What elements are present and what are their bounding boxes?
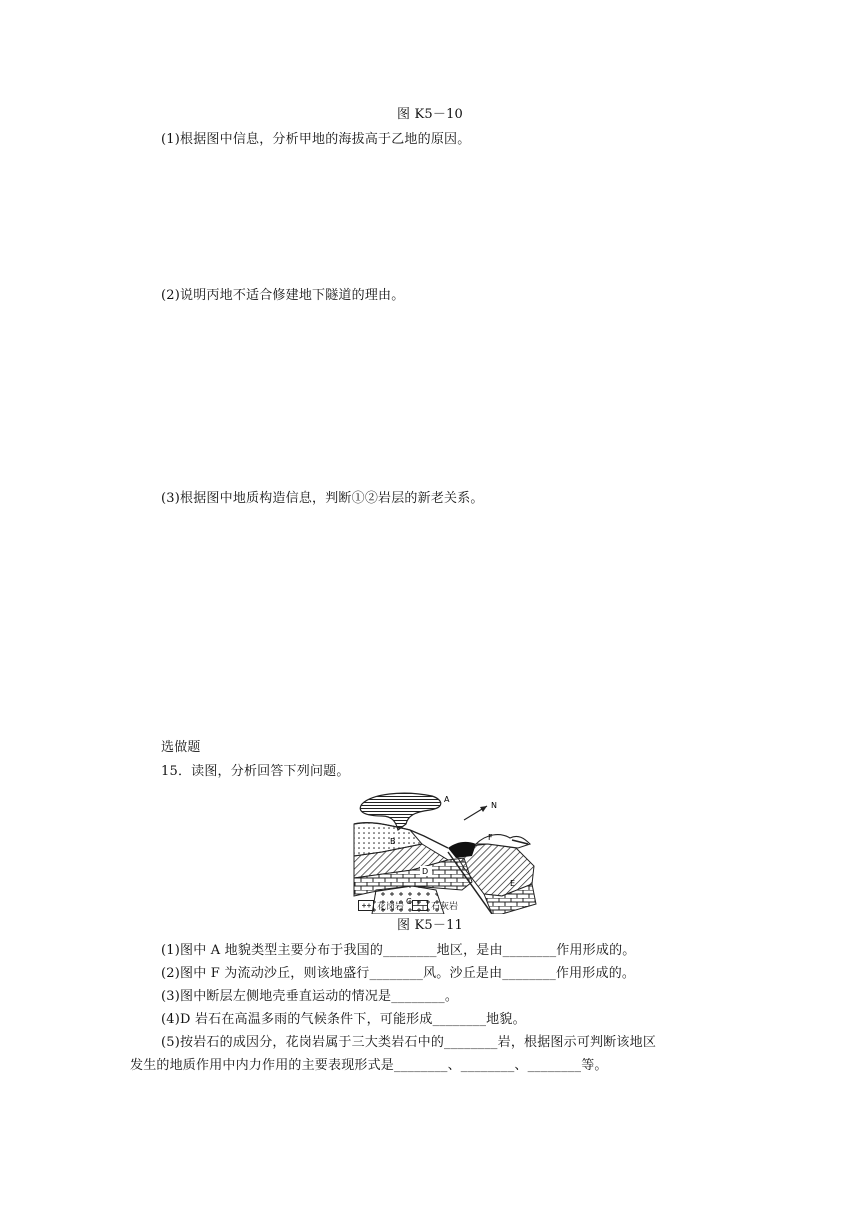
label-d: D: [422, 867, 429, 876]
label-c: C: [406, 897, 412, 906]
question-2: (2)说明丙地不适合修建地下隧道的理由。: [161, 288, 405, 303]
granite-legend-swatch: [358, 900, 374, 911]
label-e: E: [510, 879, 516, 888]
question-15-intro: 15．读图，分析回答下列问题。: [161, 764, 350, 779]
figure-legend: [358, 899, 458, 911]
label-f: F: [488, 833, 493, 842]
label-b: B: [390, 837, 396, 846]
question-1: (1)根据图中信息，分析甲地的海拔高于乙地的原因。: [161, 132, 471, 147]
geological-cross-section-figure: [352, 786, 540, 914]
limestone-legend-label: 石灰岩: [431, 901, 459, 912]
sub-question-5-line2: 发生的地质作用中内力作用的主要表现形式是________、________、________等。: [130, 1058, 608, 1073]
sub-question-4: (4)D 岩石在高温多雨的气候条件下，可能形成________地貌。: [161, 1012, 526, 1027]
dark-valley: [448, 842, 476, 858]
section-title: 选做题: [161, 740, 201, 755]
figure-caption-k5-10: 图 K5－10: [396, 107, 464, 122]
sub-question-1: (1)图中 A 地貌类型主要分布于我国的________地区，是由________作用形成的。: [161, 943, 636, 958]
sub-question-3: (3)图中断层左侧地壳垂直运动的情况是________。: [161, 989, 459, 1004]
limestone-legend-swatch: [412, 900, 428, 911]
label-a: A: [444, 795, 450, 804]
sub-question-2: (2)图中 F 为流动沙丘，则该地盛行________风。沙丘是由________作用形成的。: [161, 966, 636, 981]
figure-caption-k5-11: 图 K5－11: [396, 918, 464, 933]
granite-legend-label: 花岗岩: [377, 901, 405, 912]
label-north: N: [491, 801, 497, 810]
sub-question-5-line1: (5)按岩石的成因分，花岗岩属于三大类岩石中的________岩，根据图示可判断该地区: [161, 1035, 657, 1050]
question-3: (3)根据图中地质构造信息，判断①②岩层的新老关系。: [161, 491, 484, 506]
